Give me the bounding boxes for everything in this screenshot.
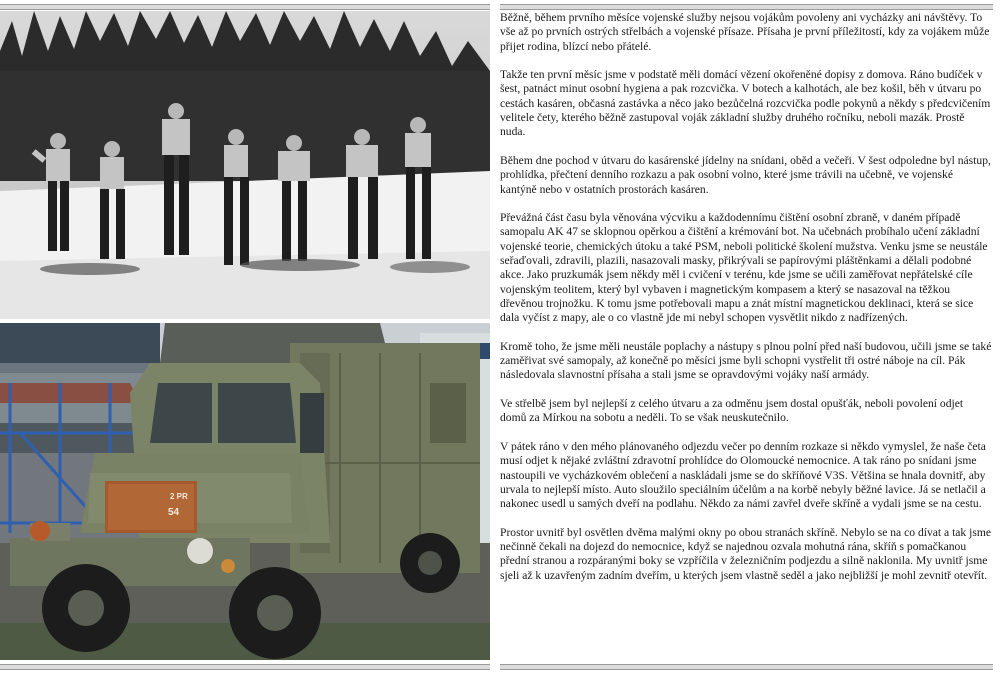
article-text: [500, 11, 992, 661]
truck-plate-text: 2 PR: [170, 492, 188, 501]
bottom-rule-left: [0, 664, 490, 670]
truck-plate-number: 54: [168, 507, 180, 518]
paragraph: V pátek ráno v den mého plánovaného odjezdu večer po denním rozkaze si někdo vymyslel, že naše četa musí odjet k nějaké zvláštní zdravotní prohlídce do Olomoucké nemocnice. A tak ráno po snídani jsme nastoupili ve vycházkovém oblečení a naskládali jsme se do skříňové V3S. Většina se hnala dovnitř, aby urvala to nejlepší místo. Auto sloužilo speciálním účelům a na korbě nebyly běžné lavice. Já se netlačil a nakonec usedl u samých dveří na podlahu. Někdo za námi zavřel dveře skříně a vydali jsme se na cestu.: [500, 439, 986, 511]
paragraph: Běžně, během prvního měsíce vojenské služby nejsou vojákům povoleny ani vycházky ani návštěvy. To vše až po prvních ostrých střelbách a vojenské přísaze. Přísaha je první příležitostí, kdy za vojákem může přijet rodina, blízcí nebo přátelé.: [500, 11, 990, 53]
paragraph: Takže ten první měsíc jsme v podstatě měli domácí vězení okořeněné dopisy z domova. Ráno budíček v šest, patnáct minut osobní hygiena a pak rozcvička. V botech a kalhotách, ale bez košil, běh v útvaru po cestách kasáren, občasná zastávka a něco jako bezůčelná rozcvička podle pokynů a někdy s předcvičením velitele čety, kterého běžně zastupoval voják základní služby druhého ročníku, neboli mazák. Prostě nuda.: [500, 68, 991, 139]
paragraph: Ve střelbě jsem byl nejlepší z celého útvaru a za odměnu jsem dostal opušťák, neboli povolení odjet domů za Mírkou na sobotu a neděli. To se však neuskutečnilo.: [500, 397, 964, 425]
top-rule-right: [500, 4, 993, 10]
paragraph: Během dne pochod v útvaru do kasárenské jídelny na snídani, oběd a večeři. V šest odpoledne byl nástup, prohlídka, přečtení denního rozkazu a pak osobní volno, které jsme trávili na učebně, ve vojenské kantýně nebo v ostatních prostorách kasáren.: [500, 153, 991, 196]
bottom-rule-right: [500, 664, 993, 670]
paragraph: Prostor uvnitř byl osvětlen dvěma malými okny po obou stranách skříně. Nebylo se na co dívat a tak jsme nečinně čekali na dojezd do nemocnice, když se najednou ozvala mohutná rána, skříň s pomačkanou přední stranou a rozpáranými boky se vzpříčila v železničním podjezdu a silně naklonila. My uvnitř jsme sjeli až k uzavřeným zadním dveřím, u kterých jsem vlastně seděl a jako nejbližší je mohl zevnitř otevřít.: [500, 525, 992, 582]
paragraph: Převážná část času byla věnována výcviku a každodennímu čištění osobní zbraně, v daném případě samopalu AK 47 se sklopnou opěrkou a čištění a krémování bot. Na učebnách probíhalo učení základní vojenské teorie, chemických útoku a také PSM, neboli politické školení mužstva. Venku jsme se neustále seřaďovali, zdravili, plazili, nasazovali masky, přikrývali se papírovými pláštěnkami a dělali podobné akce. Jako pruzkumák jsem někdy měl i cvičení v terénu, kde jsme se učili zaměřovat nepřátelské cíle vojenským teolitem, který byl vybaven i magnetickým kompasem a který se nasazoval na těžkou dřevěnou trojnožku. K tomu jsme potřebovali mapu a znát místní magnetickou deklinaci, která se sice dala vyčíst z mapy, ale o co vlastně jde mi nebyl schopen vysvětlit nikdo z nadřízených.: [500, 211, 988, 325]
top-rule-left: [0, 4, 490, 10]
soldiers-photo: [0, 11, 490, 319]
paragraph: Kromě toho, že jsme měli neustále poplachy a nástupy s plnou polní před naší budovou, učili jsme se také zaměřivat své samopaly, až konečně po měsíci jsme byli schopni vystřelit tři ostré náboje na cíl. Pák následovala slavnostní přísaha a stali jsme se opravdovými vojáky naší armády.: [500, 339, 992, 382]
truck-photo: [0, 323, 490, 660]
